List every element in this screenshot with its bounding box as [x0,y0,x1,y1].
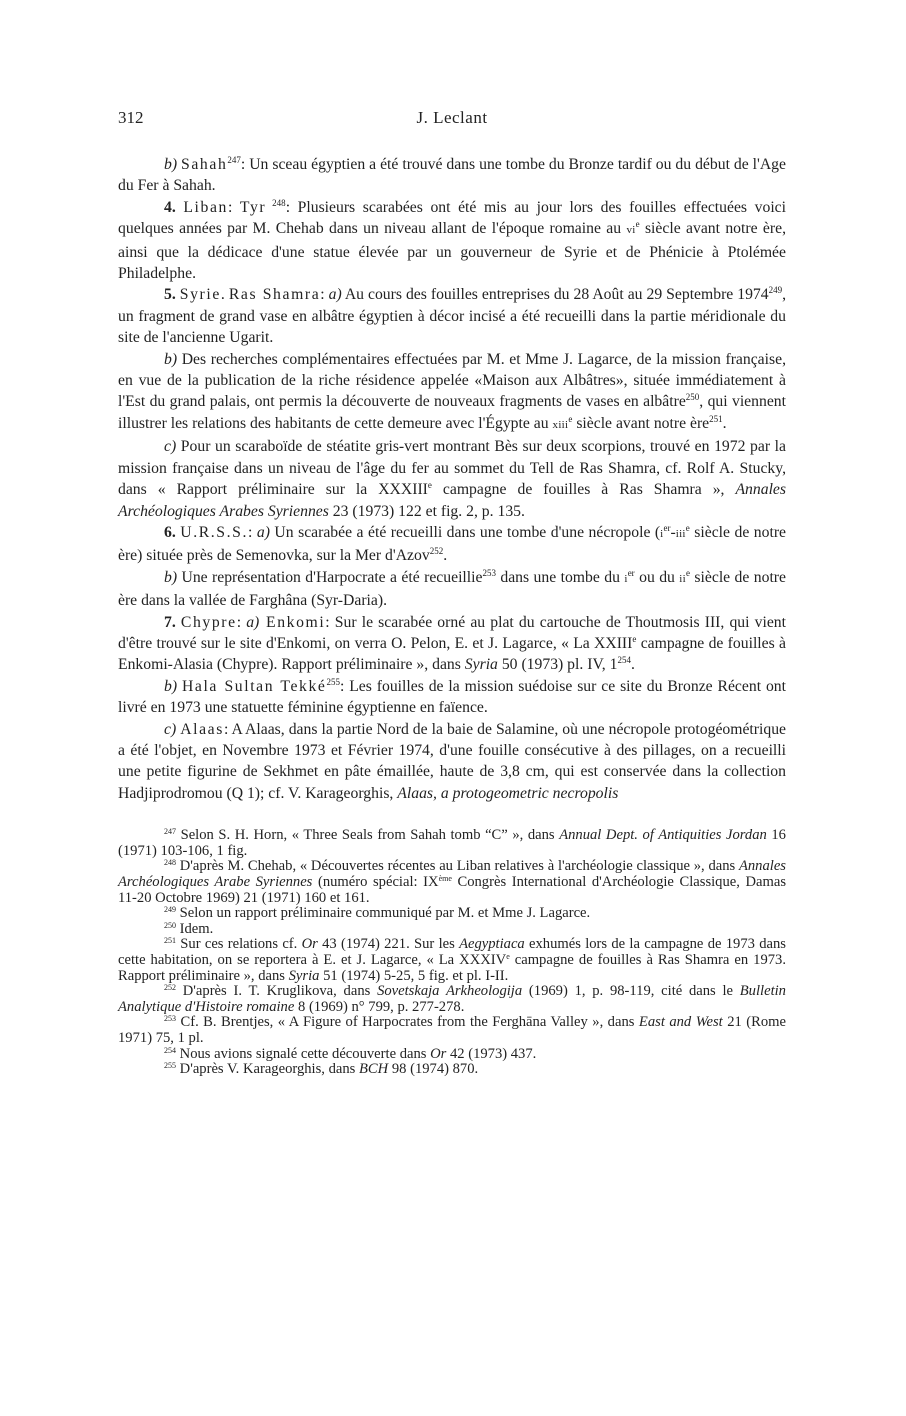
footnote-253: $^{253}$ Cf. B. Brentjes, « A Figure of Harpocrates from the Ferghāna Valley », dans East and West 21 (Rome 1971) 75, 1 pl. [118,1014,786,1046]
page-number: 312 [118,108,144,127]
paragraph-urss-b: b) Une représentation d'Harpocrate a été recueillie$^{253}$ dans une tombe du $i^{er}$ ou du $ii^e$ siècle de notre ère dans la vallée de Farghâna (Syr-Daria). [118,567,786,610]
paragraph-urss-a: 6. U.R.S.S.: a) Un scarabée a été recueilli dans une tombe d'une nécropole ($i^{er}-iii^e$ siècle de notre ère) située près de Semenovka, sur la Mer d'Azov$^{252}$. [118,522,787,565]
paragraph-chypre-c: c) Alaas: A Alaas, dans la partie Nord de la baie de Salamine, où une nécropole protogéométrique a été l'objet, en Novembre 1973 et Février 1974, d'une fouille consécutive à des pillages, on a recueilli une petite figurine de Sekhmet en pâte émaillée, haute de 3,8 cm, qui est conservée dans la collection Hadjiprodromou (Q 1); cf. V. Karageorghis, Alaas, a protogeometric necropolis [118,720,787,802]
paragraph-liban: 4. Liban: Tyr $^{248}$: Plusieurs scarabées ont été mis au jour lors des fouilles effectuées voici quelques années par M. Chehab dans un niveau allant de l'époque romaine au $vi^e$ siècle avant notre ère, ainsi que la dédicace d'une statue élevée par un gouverneur de Syrie et de Phénicie à Ptolémée Philadelphe. [118,197,786,283]
footnote-248: $^{248}$ D'après M. Chehab, « Découvertes récentes au Liban relatives à l'archéologie classique », dans Annales Archéologiques Arabe Syriennes (numéro spécial: IXème Congrès International d'Archéologie Classique, Damas 11-20 Octobre 1969) 21 (1971) 160 et 161. [118,858,787,906]
footnote-251: $^{251}$ Sur ces relations cf. Or 43 (1974) 221. Sur les Aegyptiaca exhumés lors de la campagne de 1973 dans cette habitation, on se reportera à E. et J. Lagarce, « La XXXIVe campagne de fouilles à Ras Shamra en 1973. Rapport préliminaire », dans Syria 51 (1974) 5-25, 5 fig. et pl. I-II. [118,936,786,984]
footnote-252: $^{252}$ D'après I. T. Kruglikova, dans Sovetskaja Arkheologija (1969) 1, p. 98-119, cité dans le Bulletin Analytique d'Histoire romaine 8 (1969) n° 799, p. 277-278. [118,983,786,1015]
paragraph-chypre-b: b) Hala Sultan Tekké$^{255}$: Les fouilles de la mission suédoise sur ce site du Bronze Récent ont livré en 1973 une statuette féminine égyptienne en faïence. [118,676,786,717]
paragraph-syrie-c: c) Pour un scaraboïde de stéatite gris-vert montrant Bès sur deux scorpions, trouvé en 1972 par la mission française dans un niveau de l'âge du fer au sommet du Tell de Ras Shamra, cf. Rolf A. Stucky, dans « Rapport préliminaire sur la XXXIIIe campagne de fouilles à Ras Shamra », Annales Archéologiques Arabes Syriennes 23 (1973) 122 et fig. 2, p. 135. [118,438,786,520]
page [118,108,786,1078]
paragraph-syrie-a: 5. Syrie. Ras Shamra: a) Au cours des fouilles entreprises du 28 Août au 29 Septembre 1974$^{249}$, un fragment de grand vase en albâtre égyptien à décor incisé a été recueilli dans la partie méridionale du site de l'ancienne Ugarit. [118,285,787,347]
footnote-249: $^{249}$ Selon un rapport préliminaire communiqué par M. et Mme J. Lagarce. [164,905,591,922]
paragraph-chypre-a: 7. Chypre: a) Enkomi: Sur le scarabée orné au plat du cartouche de Thoutmosis III, qui vient d'être trouvé sur le site d'Enkomi, on verra O. Pelon, E. et J. Lagarce, « La XXIIIe campagne de fouilles à Enkomi-Alasia (Chypre). Rapport préliminaire », dans Syria 50 (1973) pl. IV, $1^{254}$. [118,613,787,674]
footnote-255: $^{255}$ D'après V. Karageorghis, dans BCH 98 (1974) 870. [164,1061,479,1078]
paragraph-sahah: b) Sahah$^{247}$: Un sceau égyptien a été trouvé dans une tombe du Bronze tardif ou du début de l'Age du Fer à Sahah. [118,155,786,195]
page-header [118,108,786,136]
running-head: J. Leclant [416,108,488,127]
paragraph-syrie-b: b) Des recherches complémentaires effectuées par M. et Mme J. Lagarce, de la mission française, en vue de la publication de la riche résidence appelée «Maison aux Albâtres», située immédiatement à l'Est du grand palais, ont permis la découverte de nouveaux fragments de vases en albâtre$^{250}$, qui viennent illustrer les relations des habitants de cette demeure avec l'Égypte au xiii$^e$ siècle avant notre ère$^{251}$. [118,350,786,432]
footnote-250: $^{250}$ Idem. [164,920,214,937]
main-text [118,154,786,804]
footnote-247: $^{247}$ Selon S. H. Horn, « Three Seals from Sahah tomb “C” », dans Annual Dept. of Antiquities Jordan 16 (1971) 103-106, 1 fig. [118,827,786,859]
footnotes [118,828,786,1078]
footnote-254: $^{254}$ Nous avions signalé cette découverte dans Or 42 (1973) 437. [164,1045,537,1062]
